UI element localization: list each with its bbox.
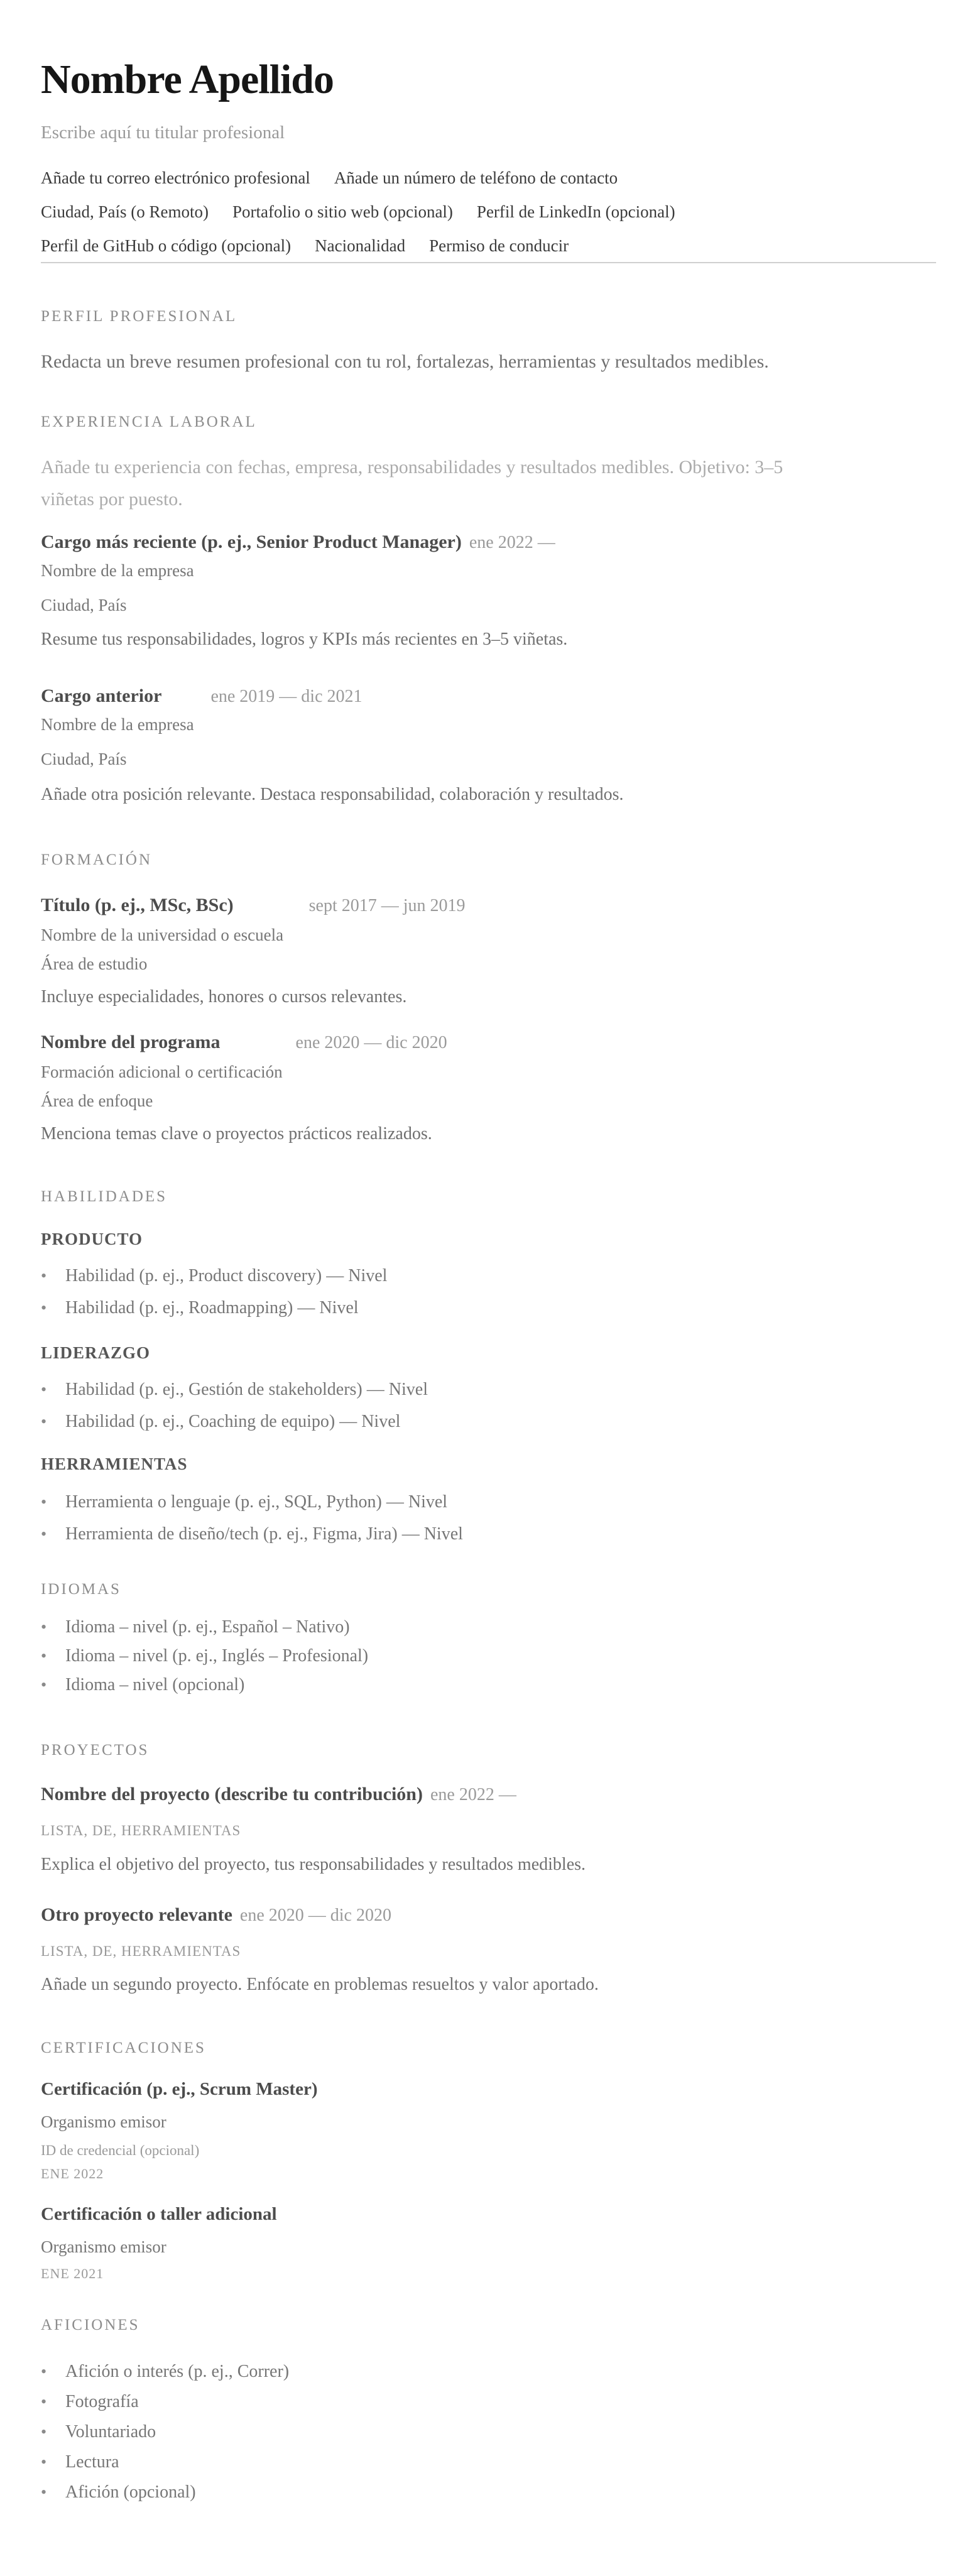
bullet-icon: • [41, 2362, 47, 2381]
skill-item [41, 1267, 936, 1285]
contact-row [41, 170, 936, 187]
project-entry [41, 1784, 936, 1874]
project-title: Otro proyecto relevante [41, 1904, 232, 1925]
certification-issuer: Organismo emisor [41, 2237, 166, 2256]
job-title: Cargo más reciente (p. ej., Senior Product Manager) [41, 532, 462, 552]
job-company: Nombre de la empresa [41, 715, 194, 734]
project-dates: ene 2020 — dic 2020 [239, 1906, 391, 1925]
bullet-icon: • [41, 1525, 47, 1543]
bullet-icon: • [41, 2423, 47, 2441]
skill-text: Herramienta de diseño/tech (p. ej., Figma, Jira) — Nivel [65, 1524, 463, 1544]
skill-item [41, 1493, 936, 1512]
education-notes: Menciona temas clave o proyectos prácticos realizados. [41, 1124, 432, 1143]
job-title-line [41, 685, 936, 707]
bullet-icon: • [41, 1412, 47, 1431]
job-dates: ene 2022 — [469, 533, 555, 552]
experience-section [41, 414, 936, 804]
certification-entry [41, 2204, 936, 2281]
header-divider [41, 262, 936, 263]
professional-headline: Escribe aquí tu titular profesional [41, 123, 285, 143]
project-title-line [41, 1904, 936, 1926]
contact-email: Añade tu correo electrónico profesional [41, 168, 310, 187]
contact-driving-license: Permiso de conducir [429, 236, 569, 255]
certification-issuer: Organismo emisor [41, 2112, 166, 2131]
education-dates: ene 2020 — dic 2020 [295, 1033, 447, 1052]
bullet-icon: • [41, 1267, 47, 1285]
skill-item [41, 1412, 936, 1431]
hobbies-section [41, 2317, 936, 2502]
profile-section [41, 308, 936, 378]
person-name: Nombre Apellido [41, 57, 334, 102]
section-heading-languages: IDIOMAS [41, 1581, 121, 1598]
job-company: Nombre de la empresa [41, 561, 194, 580]
language-text: Idioma – nivel (opcional) [65, 1675, 245, 1695]
skills-section [41, 1189, 936, 1544]
section-heading-skills: HABILIDADES [41, 1188, 168, 1205]
contact-github: Perfil de GitHub o código (opcional) [41, 236, 292, 255]
profile-summary-text: Redacta un breve resumen profesional con tu rol, fortalezas, herramientas y resultados medibles. [41, 351, 769, 372]
education-dates: sept 2017 — jun 2019 [308, 896, 466, 915]
project-title: Nombre del proyecto (describe tu contribución) [41, 1784, 423, 1804]
certification-date: ENE 2021 [41, 2266, 104, 2281]
skills-group-product [41, 1230, 936, 1318]
bullet-icon: • [41, 1618, 47, 1636]
skills-group-heading: LIDERAZGO [41, 1343, 151, 1362]
bullet-icon: • [41, 1493, 47, 1511]
section-heading-education: FORMACIÓN [41, 851, 153, 868]
hobby-text: Voluntariado [65, 2422, 156, 2442]
job-entry [41, 685, 936, 804]
skill-text: Habilidad (p. ej., Roadmapping) — Nivel [65, 1298, 359, 1318]
languages-list [41, 1618, 936, 1695]
project-entry [41, 1904, 936, 1994]
education-school: Formación adicional o certificación [41, 1062, 283, 1081]
education-notes: Incluye especialidades, honores o cursos relevantes. [41, 987, 407, 1007]
contact-nationality: Nacionalidad [315, 236, 406, 255]
hobby-text: Fotografía [65, 2392, 139, 2411]
hobby-item [41, 2453, 936, 2472]
job-title: Cargo anterior [41, 685, 162, 706]
section-heading-profile: PERFIL PROFESIONAL [41, 308, 237, 325]
education-degree: Nombre del programa [41, 1032, 221, 1052]
job-location: Ciudad, País [41, 750, 127, 768]
hobby-item [41, 2423, 936, 2442]
skills-list [41, 1380, 936, 1431]
section-heading-experience: EXPERIENCIA LABORAL [41, 413, 257, 430]
education-section [41, 852, 936, 1143]
bullet-icon: • [41, 1676, 47, 1694]
experience-placeholder-text: Añade tu experiencia con fechas, empresa, responsabilidades y resultados medibles. Objetivo: 3–5 viñetas por puesto. [41, 457, 783, 510]
project-dates: ene 2022 — [430, 1785, 516, 1804]
certification-credential-id: ID de credencial (opcional) [41, 2142, 200, 2158]
skill-item [41, 1380, 936, 1399]
education-title-line [41, 895, 936, 917]
projects-section [41, 1742, 936, 1994]
skill-text: Herramienta o lenguaje (p. ej., SQL, Python) — Nivel [65, 1492, 448, 1512]
job-title-line [41, 532, 936, 554]
contact-portfolio: Portafolio o sitio web (opcional) [232, 202, 453, 221]
language-text: Idioma – nivel (p. ej., Inglés – Profesional) [65, 1646, 369, 1666]
bullet-icon: • [41, 2453, 47, 2471]
education-entry [41, 895, 936, 1007]
contact-phone: Añade un número de teléfono de contacto [334, 168, 618, 187]
skill-text: Habilidad (p. ej., Gestión de stakeholders) — Nivel [65, 1380, 428, 1399]
job-dates: ene 2019 — dic 2021 [210, 687, 363, 706]
language-item [41, 1618, 936, 1637]
hobby-text: Afición o interés (p. ej., Correr) [65, 2362, 290, 2381]
bullet-icon: • [41, 1647, 47, 1665]
section-heading-certifications: CERTIFICACIONES [41, 2039, 206, 2056]
project-tools: LISTA, DE, HERRAMIENTAS [41, 1823, 241, 1838]
education-field: Área de estudio [41, 954, 148, 973]
hobby-item [41, 2483, 936, 2502]
bullet-icon: • [41, 2483, 47, 2501]
language-item [41, 1676, 936, 1695]
languages-section [41, 1581, 936, 1695]
bullet-icon: • [41, 1299, 47, 1317]
skill-text: Habilidad (p. ej., Product discovery) — Nivel [65, 1266, 388, 1285]
education-degree: Título (p. ej., MSc, BSc) [41, 895, 234, 915]
bullet-icon: • [41, 2393, 47, 2411]
skills-group-heading: HERRAMIENTAS [41, 1454, 188, 1473]
project-summary: Explica el objetivo del proyecto, tus responsabilidades y resultados medibles. [41, 1855, 586, 1874]
job-entry [41, 532, 936, 649]
skills-list [41, 1267, 936, 1318]
job-location: Ciudad, País [41, 596, 127, 614]
contact-row [41, 237, 936, 254]
hobby-item [41, 2393, 936, 2411]
section-heading-projects: PROYECTOS [41, 1742, 150, 1759]
project-summary: Añade un segundo proyecto. Enfócate en problemas resueltos y valor aportado. [41, 1975, 599, 1994]
certification-entry [41, 2079, 936, 2181]
job-summary: Añade otra posición relevante. Destaca responsabilidad, colaboración y resultados. [41, 785, 624, 804]
certifications-section [41, 2040, 936, 2281]
skill-text: Habilidad (p. ej., Coaching de equipo) — Nivel [65, 1412, 401, 1431]
education-field: Área de enfoque [41, 1091, 153, 1110]
certification-date: ENE 2022 [41, 2166, 104, 2181]
education-school: Nombre de la universidad o escuela [41, 925, 284, 944]
education-entry [41, 1032, 936, 1143]
contact-location: Ciudad, País (o Remoto) [41, 202, 209, 221]
language-text: Idioma – nivel (p. ej., Español – Nativo) [65, 1617, 350, 1637]
contact-row [41, 204, 936, 221]
skills-list [41, 1493, 936, 1544]
skills-group-heading: PRODUCTO [41, 1230, 143, 1248]
skill-item [41, 1525, 936, 1544]
certification-title: Certificación o taller adicional [41, 2204, 277, 2224]
hobby-text: Afición (opcional) [65, 2482, 196, 2502]
project-title-line [41, 1784, 936, 1806]
education-title-line [41, 1032, 936, 1054]
job-summary: Resume tus responsabilidades, logros y KPIs más recientes en 3–5 viñetas. [41, 630, 568, 649]
certification-title: Certificación (p. ej., Scrum Master) [41, 2079, 318, 2099]
section-heading-hobbies: AFICIONES [41, 2317, 140, 2333]
skills-group-tools [41, 1455, 936, 1544]
hobby-item [41, 2362, 936, 2381]
skill-item [41, 1299, 936, 1318]
hobby-text: Lectura [65, 2452, 119, 2472]
skills-group-leadership [41, 1344, 936, 1431]
hobbies-list [41, 2362, 936, 2502]
bullet-icon: • [41, 1380, 47, 1399]
contact-info [41, 170, 936, 254]
project-tools: LISTA, DE, HERRAMIENTAS [41, 1943, 241, 1959]
language-item [41, 1647, 936, 1666]
contact-linkedin: Perfil de LinkedIn (opcional) [476, 202, 675, 221]
